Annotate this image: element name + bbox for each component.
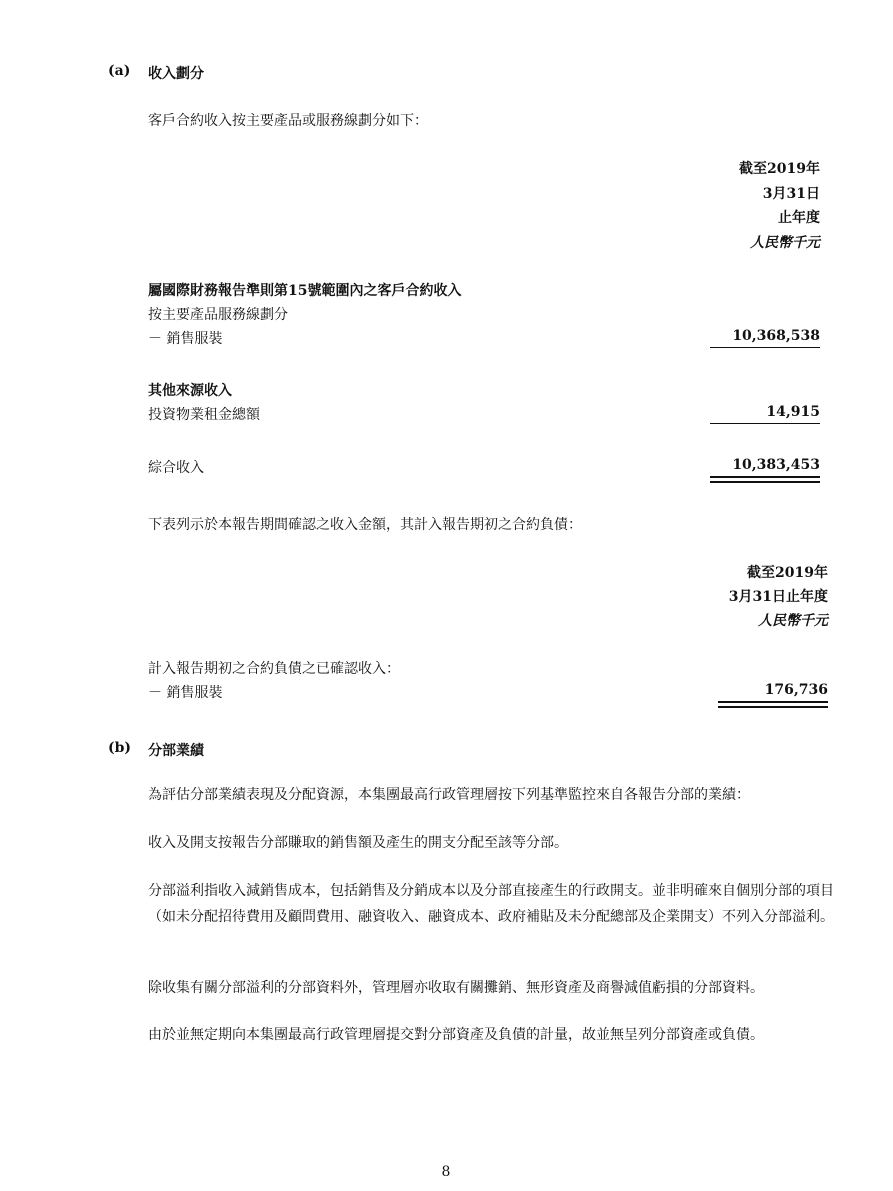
- section-b-paragraph-3: 分部溢利指收入減銷售成本，包括銷售及分銷成本以及分部直接產生的行政開支。並非明確來自個別分部的項目（如未分配招待費用及顧問費用、融資收入、融資成本、政府補貼及未分配總部及企業開支）不列入分部溢利。: [148, 883, 834, 925]
- table1-total-label: 綜合收入: [148, 460, 204, 476]
- table1-group2-item: 投資物業租金總額: [148, 407, 260, 423]
- table1-header-line1: 截至2019年: [739, 161, 820, 177]
- table1-header-currency: 人民幣千元: [750, 235, 820, 251]
- section-b-paragraph-5: 由於並無定期向本集團最高行政管理層提交對分部資產及負債的計量，故並無呈列分部資產或負債。: [148, 1027, 764, 1043]
- table1-group1-value: 10,368,538: [732, 328, 820, 344]
- section-b-paragraph-1: 為評估分部業績表現及分配資源，本集團最高行政管理層按下列基準監控來自各報告分部的業績：: [148, 787, 750, 803]
- table1-group1-item: － 銷售服裝: [148, 331, 223, 347]
- table2-double-underline: [718, 701, 828, 708]
- table1-group1-title: 屬國際財務報告準則第15號範圍內之客戶合約收入: [148, 283, 462, 299]
- section-a-intro: 客戶合約收入按主要產品或服務線劃分如下：: [148, 113, 428, 129]
- section-a-marker: (a): [108, 63, 131, 79]
- table2-label: 計入報告期初之合約負債之已確認收入：: [148, 661, 400, 677]
- table1-total-value: 10,383,453: [732, 457, 820, 473]
- page-number: 8: [441, 1164, 451, 1180]
- section-b-paragraph-4: 除收集有關分部溢利的分部資料外，管理層亦收取有關攤銷、無形資產及商譽減值虧損的分部資料。: [148, 980, 764, 996]
- table1-header-line2: 3月31日: [762, 186, 820, 202]
- section-b-title: 分部業績: [148, 743, 204, 759]
- table1-header-line3: 止年度: [778, 210, 820, 226]
- table1-group2-title: 其他來源收入: [148, 383, 232, 399]
- table1-group2-value: 14,915: [766, 404, 820, 420]
- table2-value: 176,736: [764, 682, 828, 698]
- table2-header-line1: 截至2019年: [747, 565, 828, 581]
- table2-header-currency: 人民幣千元: [758, 613, 828, 629]
- section-b-paragraph-2: 收入及開支按報告分部賺取的銷售額及產生的開支分配至該等分部。: [148, 835, 568, 851]
- table1-group2-underline: [710, 423, 820, 424]
- section-a-intro2: 下表列示於本報告期間確認之收入金額，其計入報告期初之合約負債：: [148, 517, 582, 533]
- table2-item: － 銷售服裝: [148, 685, 223, 701]
- section-b-marker: (b): [108, 740, 132, 756]
- table1-total-double-underline: [710, 476, 820, 483]
- section-a-title: 收入劃分: [148, 66, 204, 82]
- table1-group1-underline: [710, 347, 820, 348]
- table2-header-line2: 3月31日止年度: [728, 589, 828, 605]
- table1-group1-subtitle: 按主要產品服務線劃分: [148, 307, 288, 323]
